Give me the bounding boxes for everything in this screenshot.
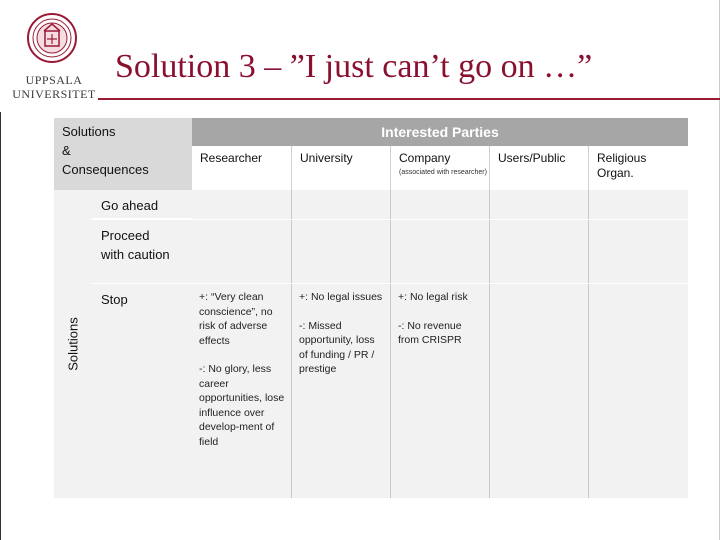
cell-proceed-researcher	[192, 220, 291, 283]
row-header-proceed-line1: Proceed	[101, 228, 150, 243]
cell-go-ahead-users	[489, 190, 588, 219]
corner-line-1: Solutions	[62, 124, 116, 139]
col-header-company	[390, 146, 489, 190]
row-header-stop	[92, 284, 192, 498]
cell-go-ahead-religious	[588, 190, 688, 219]
stop-university-negative: -: Missed opportunity, loss of funding / PR / prestige	[299, 319, 375, 375]
col-header-researcher	[192, 146, 291, 190]
solutions-side-label: Solutions	[65, 317, 81, 371]
stop-company-negative: -: No revenue from CRISPR	[398, 319, 462, 346]
university-seal-icon	[26, 12, 78, 64]
stop-researcher-negative: -: No glory, less career opportunities, lose influence over develop-ment of field	[199, 363, 285, 448]
col-header-university	[291, 146, 390, 190]
col-header-religious-line1: Religious	[597, 151, 647, 165]
cell-stop-company	[390, 284, 489, 498]
row-header-go-ahead	[92, 190, 192, 219]
col-header-users-public-label: Users/Public	[498, 151, 566, 165]
col-header-researcher-label: Researcher	[200, 151, 263, 165]
row-header-proceed-line2: with caution	[101, 247, 170, 262]
cell-proceed-company	[390, 220, 489, 283]
stop-researcher-positive: +: “Very clean conscience”, no risk of adverse effects	[199, 291, 273, 347]
university-logo	[6, 8, 98, 100]
cell-proceed-religious	[588, 220, 688, 283]
corner-line-2: &	[62, 143, 71, 158]
cell-proceed-university	[291, 220, 390, 283]
col-header-company-note: (associated with researcher)	[399, 169, 487, 176]
solutions-side-label-cell	[54, 190, 92, 498]
cell-proceed-users	[489, 220, 588, 283]
stop-university-positive: +: No legal issues	[299, 291, 383, 303]
cell-go-ahead-university	[291, 190, 390, 219]
interested-parties-header: Interested Parties	[192, 118, 688, 146]
corner-header	[54, 118, 192, 190]
title-rule	[98, 98, 720, 100]
row-header-proceed-with-caution	[92, 220, 192, 283]
col-header-company-label: Company	[399, 151, 451, 165]
cell-go-ahead-company	[390, 190, 489, 219]
cell-stop-users	[489, 284, 588, 498]
col-header-religious-organ	[588, 146, 688, 190]
row-header-stop-label: Stop	[101, 292, 128, 307]
logo-text-line1: UPPSALA	[25, 73, 83, 87]
left-margin-line	[0, 112, 1, 540]
col-header-users-public	[489, 146, 588, 190]
cell-stop-researcher	[192, 284, 291, 498]
cell-go-ahead-researcher	[192, 190, 291, 219]
logo-text-line2: UNIVERSITET	[12, 87, 96, 101]
cell-stop-religious	[588, 284, 688, 498]
col-header-religious-line2: Organ.	[597, 166, 634, 180]
stop-company-positive: +: No legal risk	[398, 291, 468, 303]
col-header-university-label: University	[300, 151, 353, 165]
corner-line-3: Consequences	[62, 162, 149, 177]
slide-title: Solution 3 – ”I just can’t go on …”	[115, 48, 593, 85]
row-header-go-ahead-label: Go ahead	[101, 198, 159, 213]
cell-stop-university	[291, 284, 390, 498]
